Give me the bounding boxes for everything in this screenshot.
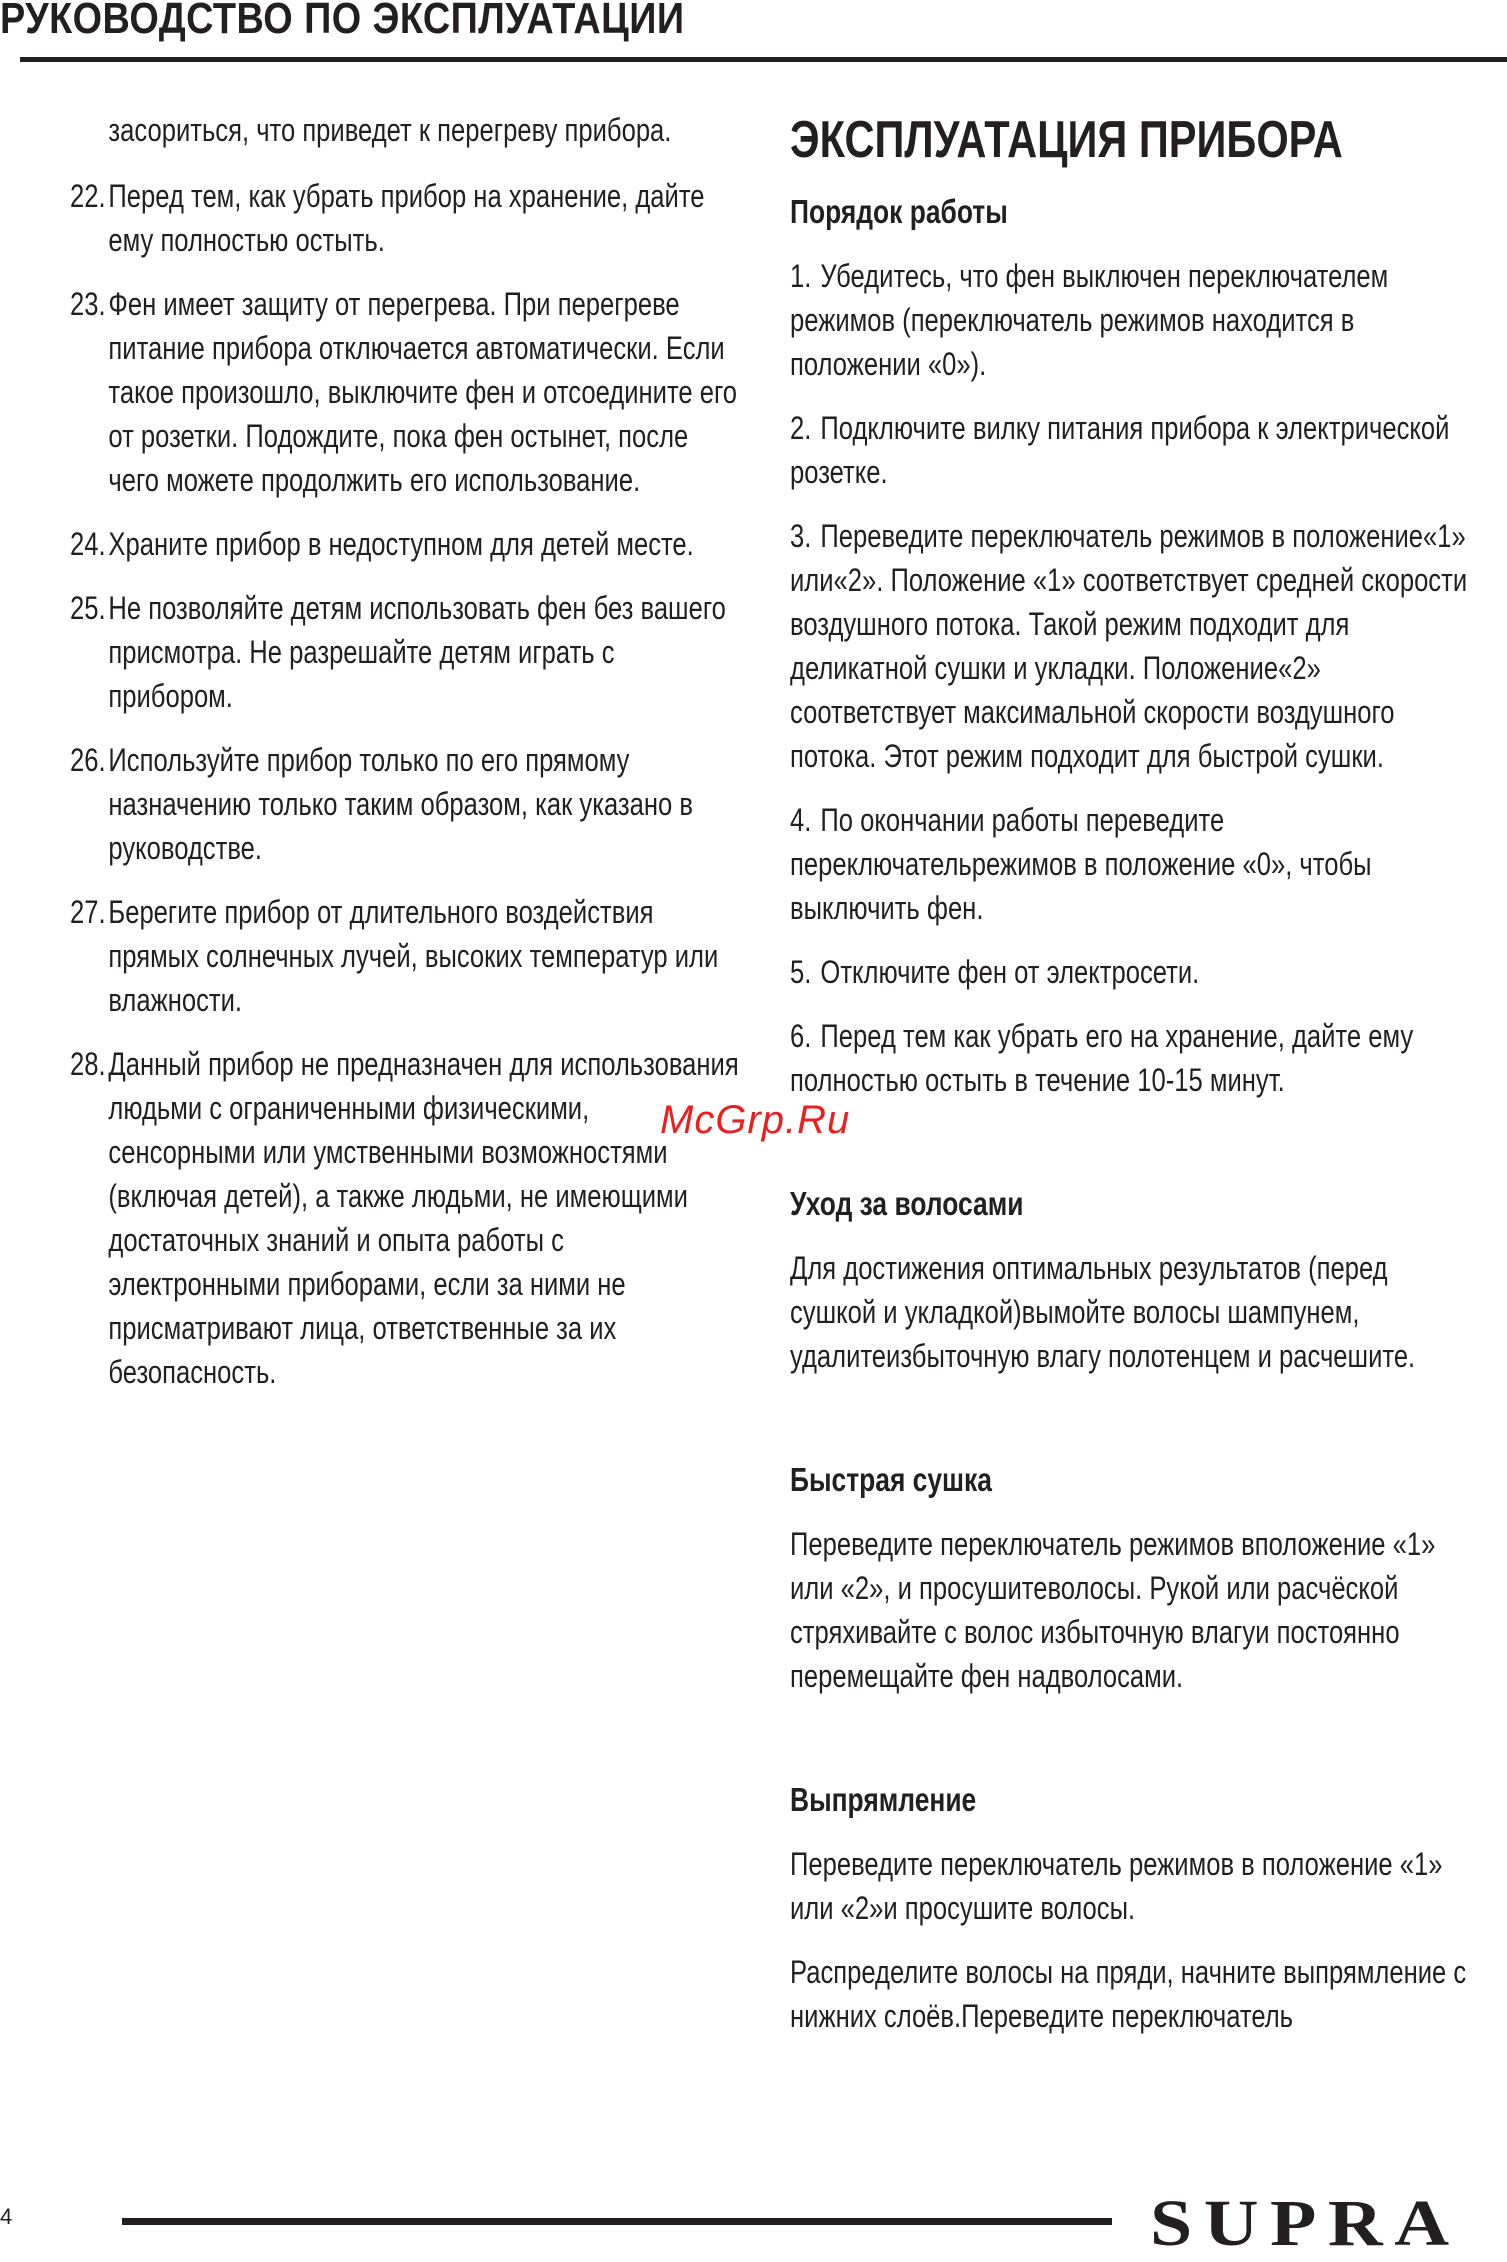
operation-step: [790, 514, 1470, 778]
list-item-text: Фен имеет защиту от перегрева. При перегреве питание прибора отключается автоматически. Если такое произошло, выключите фен и отсоедините его от розетки. Подождите, пока фен остынет, после чего можете продолжить его использование.: [108, 286, 737, 498]
list-item: [70, 738, 740, 870]
continuation-text: засориться, что приведет к перегреву прибора.: [108, 112, 672, 148]
list-item-number: 27.: [70, 894, 106, 930]
list-item: [70, 1042, 740, 1394]
list-item-text: Используйте прибор только по его прямому назначению только таким образом, как указано в руководстве.: [108, 742, 693, 866]
hair-care-text: Для достижения оптимальных результатов (перед сушкой и укладкой)вымойте волосы шампунем, удалитеизбыточную влагу полотенцем и расчешите.: [790, 1250, 1416, 1374]
step-number: 6.: [790, 1018, 812, 1054]
step-text: Убедитесь, что фен выключен переключателем режимов (переключатель режимов находится в положении «0»).: [790, 258, 1389, 382]
left-column: [70, 108, 740, 1414]
list-item-number: 24.: [70, 526, 106, 562]
straightening-paragraph: Переведите переключатель режимов в положение «1» или «2»и просушите волосы.: [790, 1846, 1443, 1926]
brand-logo: SUPRA: [1150, 2187, 1461, 2260]
list-item: [70, 586, 740, 718]
operation-heading: Порядок работы: [790, 193, 1008, 230]
step-text: Перед тем как убрать его на хранение, дайте ему полностью остыть в течение 10-15 минут.: [790, 1018, 1414, 1098]
list-item: [70, 522, 740, 566]
operation-step: [790, 254, 1470, 386]
list-item-text: Храните прибор в недоступном для детей месте.: [108, 526, 694, 562]
step-number: 4.: [790, 802, 812, 838]
step-text: Отключите фен от электросети.: [820, 954, 1200, 990]
list-item-number: 26.: [70, 742, 106, 778]
step-text: По окончании работы переведите переключательрежимов в положение «0», чтобы выключить фен.: [790, 802, 1372, 926]
list-item: [70, 890, 740, 1022]
left-column-content: [70, 108, 740, 1394]
step-number: 2.: [790, 410, 812, 446]
list-item-text: Перед тем, как убрать прибор на хранение, дайте ему полностью остыть.: [108, 178, 705, 258]
straightening-paragraph: Распределите волосы на пряди, начните выпрямление с нижних слоёв.Переведите переключатель: [790, 1954, 1467, 2034]
operation-step: [790, 406, 1470, 494]
step-text: Переведите переключатель режимов в положение«1» или«2». Положение «1» соответствует средней скорости воздушного потока. Такой режим подходит для деликатной сушки и укладки. Положение«2» соответствует максимальной скорости воздушного потока. Этот режим подходит для быстрой сушки.: [790, 518, 1468, 774]
page-number: 4: [0, 2204, 13, 2229]
list-item-number: 25.: [70, 590, 106, 626]
operation-step: [790, 1014, 1470, 1102]
step-number: 1.: [790, 258, 812, 294]
operation-step: [790, 950, 1470, 994]
list-item: [70, 174, 740, 262]
right-column: [790, 108, 1470, 2058]
list-item-number: 23.: [70, 286, 106, 322]
header-rule: [20, 57, 1507, 62]
safety-list: [70, 174, 740, 1394]
list-item-number: 28.: [70, 1046, 106, 1082]
operation-step: [790, 798, 1470, 930]
section-title: ЭКСПЛУАТАЦИЯ ПРИБОРА: [790, 111, 1343, 169]
step-number: 3.: [790, 518, 812, 554]
step-text: Подключите вилку питания прибора к электрической розетке.: [790, 410, 1450, 490]
watermark: McGrp.Ru: [660, 1098, 851, 1142]
hair-care-heading: Уход за волосами: [790, 1185, 1024, 1222]
list-item-text: Не позволяйте детям использовать фен без вашего присмотра. Не разрешайте детям играть с прибором.: [108, 590, 726, 714]
step-number: 5.: [790, 954, 812, 990]
page-header-title: РУКОВОДСТВО ПО ЭКСПЛУАТАЦИИ: [0, 0, 685, 43]
footer-rule: [122, 2218, 1112, 2225]
fast-drying-text: Переведите переключатель режимов вположение «1» или «2», и просушитеволосы. Рукой или расчёской стряхивайте с волос избыточную влагуи постоянно перемещайте фен надволосами.: [790, 1526, 1436, 1694]
right-column-content: [790, 108, 1470, 2038]
straightening-heading: Выпрямление: [790, 1781, 977, 1818]
list-item-number: 22.: [70, 178, 106, 214]
list-item-text: Данный прибор не предназначен для использования людьми с ограниченными физическими, сенсорными или умственными возможностями (включая детей), а также людьми, не имеющими достаточных знаний и опыта работы с электронными приборами, если за ними не присматривают лица, ответственные за их безопасность.: [108, 1046, 739, 1390]
list-item: [70, 282, 740, 502]
operation-steps: [790, 254, 1470, 1102]
list-item-text: Берегите прибор от длительного воздействия прямых солнечных лучей, высоких температур или влажности.: [108, 894, 719, 1018]
fast-drying-heading: Быстрая сушка: [790, 1461, 992, 1498]
